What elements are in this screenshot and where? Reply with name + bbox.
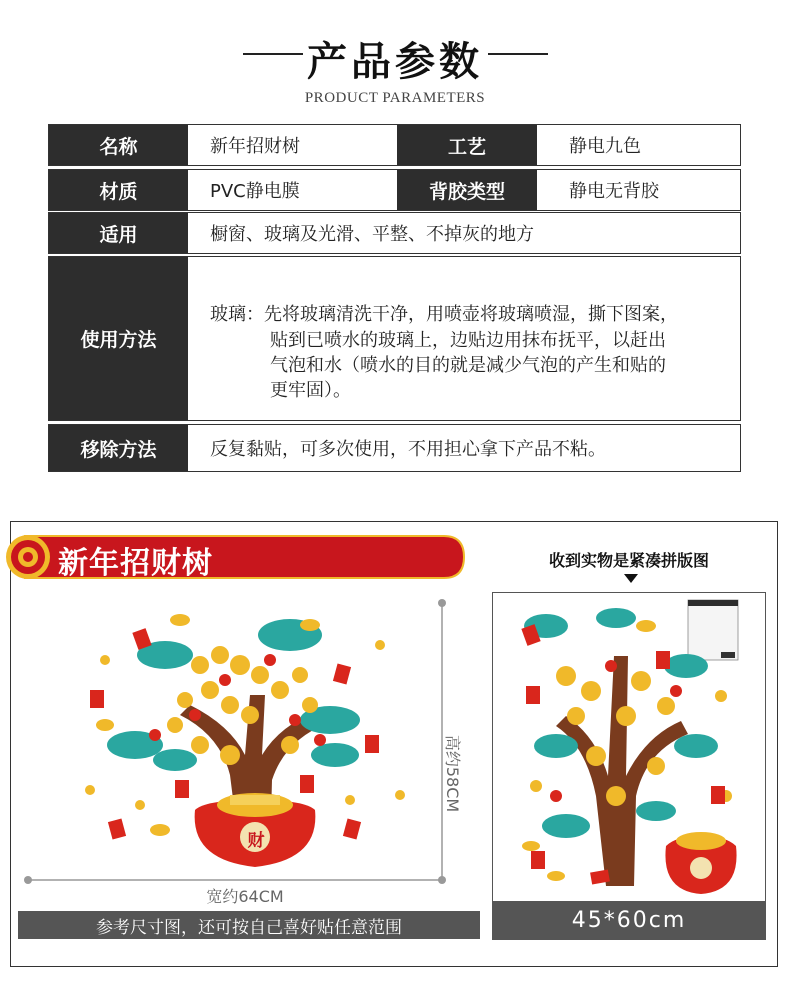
- collage-caption: 收到实物是紧凑拼版图: [548, 551, 709, 570]
- method-line: 贴到已喷水的玻璃上，边贴边用抹布抚平，以赶出: [270, 330, 666, 351]
- header-right-rule: [488, 53, 548, 55]
- arrow-down-icon: [624, 574, 638, 583]
- collage-money-bag-icon: [665, 832, 736, 894]
- param-value: 新年招财树: [210, 136, 300, 157]
- param-value: 反复黏贴，可多次使用，不用担心拿下产品不粘。: [210, 439, 606, 460]
- param-row-material: [48, 169, 741, 211]
- method-line: 玻璃：先将玻璃清洗干净，用喷壶将玻璃喷湿，撕下图案，: [210, 304, 678, 325]
- param-label: 名称: [49, 125, 188, 165]
- collage-size-label: 45*60cm: [492, 901, 766, 940]
- param-value: PVC静电膜: [210, 181, 300, 202]
- param-row-name: [48, 124, 741, 166]
- param-label: 背胶类型: [397, 170, 537, 210]
- width-dimension-label: 宽约64CM: [206, 887, 284, 906]
- param-label: 移除方法: [49, 425, 188, 471]
- param-value: 静电无背胶: [569, 181, 659, 202]
- page-title: 产品参数: [307, 38, 483, 85]
- param-label: 适用: [49, 213, 188, 253]
- param-value: 橱窗、玻璃及光滑、平整、不掉灰的地方: [210, 224, 534, 245]
- money-bag-label: 财: [247, 831, 265, 851]
- page-header: [0, 30, 790, 87]
- banner-title: 新年招财树: [58, 546, 213, 581]
- flower-emblem-icon: [6, 535, 50, 579]
- method-line: 更牢固）。: [270, 380, 351, 401]
- param-row-usage: [48, 212, 741, 254]
- param-label: 材质: [49, 170, 188, 210]
- dimension-lines: [20, 595, 460, 890]
- height-dimension-label: 高约58CM: [443, 734, 463, 813]
- param-value: 静电九色: [569, 136, 641, 157]
- param-row-removal: [48, 424, 741, 472]
- method-line: 气泡和水（喷水的目的就是减少气泡的产生和贴的: [270, 355, 666, 376]
- size-reference-note: 参考尺寸图，还可按自己喜好贴任意范围: [18, 911, 480, 939]
- page-subtitle: PRODUCT PARAMETERS: [304, 90, 486, 106]
- param-label: 工艺: [397, 125, 537, 165]
- param-label: 使用方法: [49, 257, 188, 420]
- param-row-method: [48, 256, 741, 421]
- collage-illustration: [496, 596, 762, 900]
